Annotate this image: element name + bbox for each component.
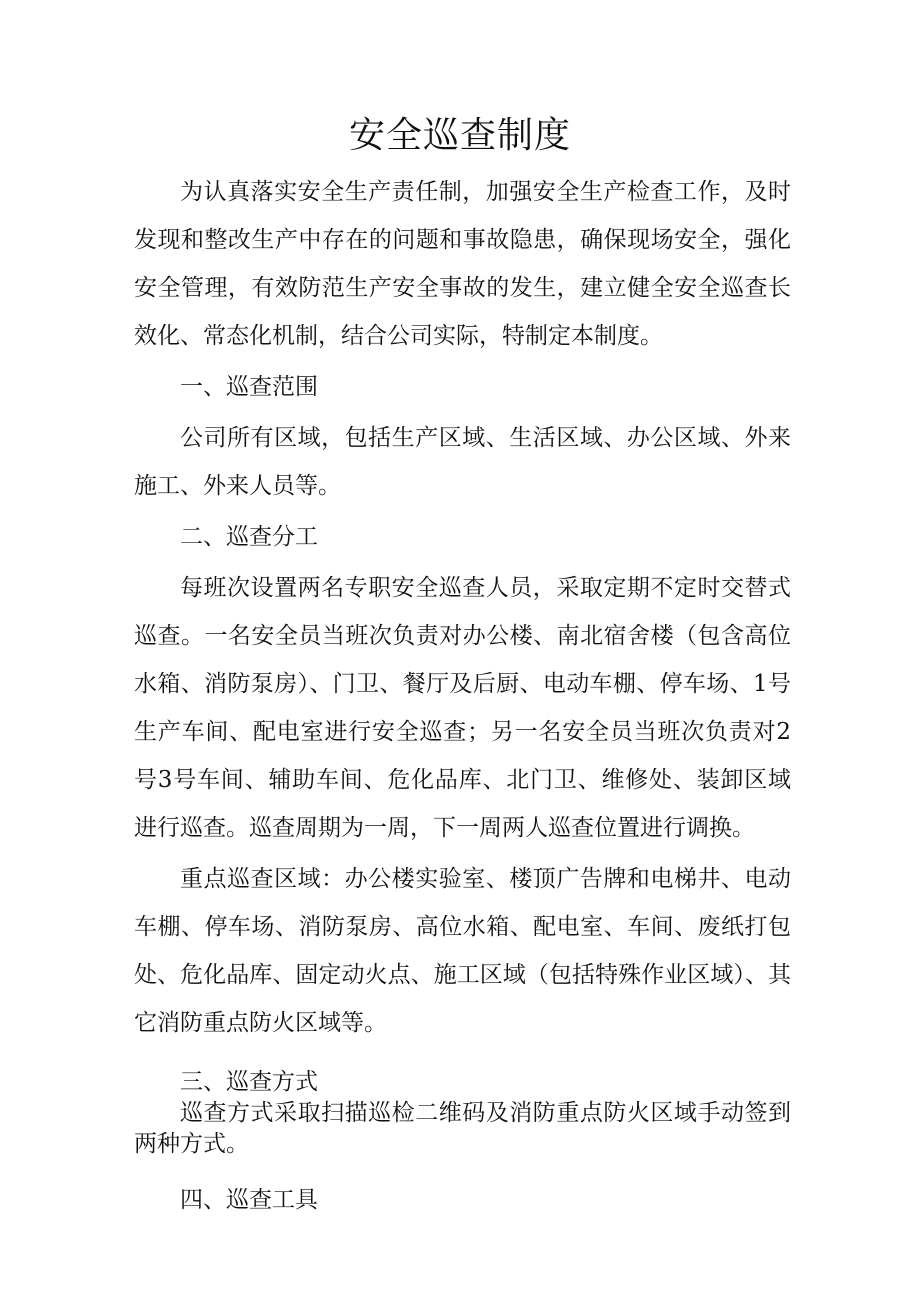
section-heading-method: 三、巡查方式	[180, 1069, 318, 1095]
key-areas-paragraph: 重点巡查区域：办公楼实验室、楼顶广告牌和电梯井、电动车棚、停车场、消防泵房、高位水箱、配电室、车间、废纸打包处、危化品库、固定动火点、施工区域（包括特殊作业区域）、其它消防重点防火区域等。	[134, 866, 791, 1036]
document-body	[134, 168, 791, 1224]
section-heading-division: 二、巡查分工	[180, 524, 318, 550]
scope-paragraph: 公司所有区域，包括生产区域、生活区域、办公区域、外来施工、外来人员等。	[134, 425, 791, 499]
document-title: 安全巡查制度	[348, 115, 571, 156]
section-heading-scope: 一、巡查范围	[180, 374, 318, 400]
section-heading-tools: 四、巡查工具	[180, 1187, 318, 1213]
division-paragraph: 每班次设置两名专职安全巡查人员，采取定期不定时交替式巡查。一名安全员当班次负责对办公楼、南北宿舍楼（包含高位水箱、消防泵房）、门卫、餐厅及后厨、电动车棚、停车场、1号生产车间、配电室进行安全巡查；另一名安全员当班次负责对2号3号车间、辅助车间、危化品库、北门卫、维修处、装卸区域进行巡查。巡查周期为一周，下一周两人巡查位置进行调换。	[134, 575, 791, 841]
method-paragraph: 巡查方式采取扫描巡检二维码及消防重点防火区域手动签到两种方式。	[134, 1100, 791, 1157]
intro-paragraph: 为认真落实安全生产责任制，加强安全生产检查工作，及时发现和整改生产中存在的问题和事故隐患，确保现场安全，强化安全管理，有效防范生产安全事故的发生，建立健全安全巡查长效化、常态化机制，结合公司实际，特制定本制度。	[134, 179, 791, 349]
